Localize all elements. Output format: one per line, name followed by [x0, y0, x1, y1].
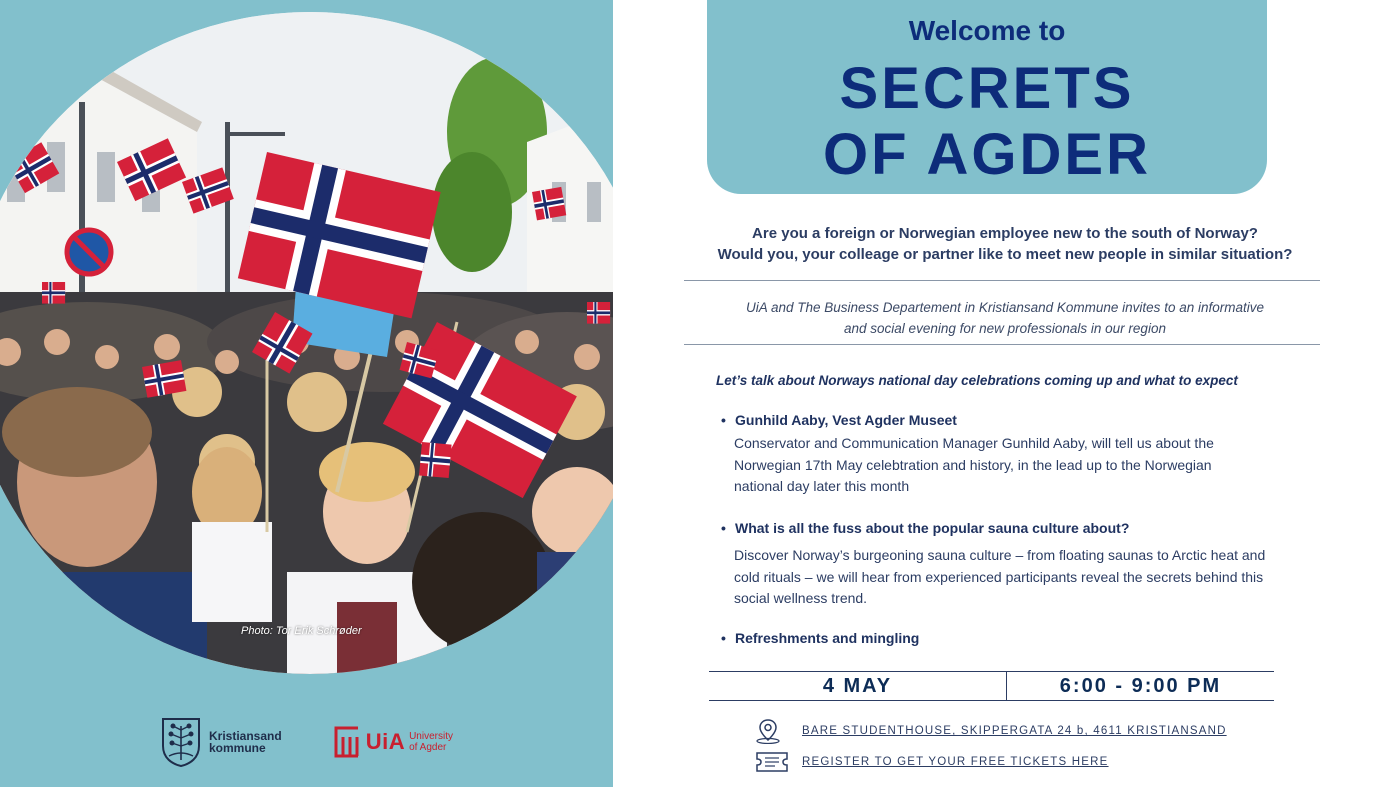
agenda-item-refreshments	[721, 630, 919, 646]
location-pin-icon	[755, 718, 789, 744]
event-title	[707, 56, 1267, 188]
agenda-item-speaker	[721, 412, 957, 428]
agenda-title: What is all the fuss about the popular sauna culture about?	[735, 520, 1130, 536]
agenda-desc-line: cold rituals – we will hear from experienced participants reveal the secrets behind this	[734, 568, 1264, 585]
welcome-text: Welcome to	[908, 15, 1066, 46]
event-title-line1: SECRETS	[839, 56, 1135, 121]
agenda-desc-line: Norwegian 17th May celebtration and history, in the lead up to the Norwegian	[734, 456, 1212, 473]
register-link[interactable]: REGISTER TO GET YOUR FREE TICKETS HERE	[802, 756, 1109, 768]
invite-line1: UiA and The Business Departement in Kristiansand Kommune invites to an informative	[745, 300, 1264, 315]
invitation-text	[690, 297, 1320, 339]
event-date: 4 MAY	[822, 675, 893, 697]
agenda-title: Refreshments and mingling	[735, 630, 920, 646]
agenda-desc-speaker	[734, 433, 1334, 498]
date-time-bar	[709, 671, 1274, 701]
agenda-desc-line: social wellness trend.	[734, 590, 868, 606]
register-row	[755, 749, 1109, 775]
uia-sub-line2: of Agder	[409, 742, 447, 753]
kristiansand-kommune-logo	[160, 716, 282, 768]
uia-mark-icon	[332, 725, 360, 759]
kommune-name-line1: Kristiansand	[209, 729, 282, 743]
uia-sub-line1: University	[409, 731, 453, 742]
divider-top	[684, 280, 1320, 281]
intro-line2: Would you, your colleage or partner like to meet new people in similar situation?	[717, 246, 1293, 263]
kommune-emblem-icon	[160, 716, 202, 768]
location-row	[755, 718, 1227, 744]
partner-logos	[160, 716, 453, 768]
agenda-desc-line: Conservator and Communication Manager Gunhild Aaby, will tell us about the	[734, 435, 1214, 451]
intro-line1: Are you a foreign or Norwegian employee new to the south of Norway?	[752, 225, 1258, 242]
uia-logo	[332, 725, 453, 759]
kommune-name-line2: kommune	[209, 741, 266, 755]
celebration-photo	[0, 12, 613, 674]
talk-heading: Let’s talk about Norways national day celebrations coming up and what to expect	[716, 373, 1238, 388]
agenda-title: Gunhild Aaby, Vest Agder Museet	[735, 412, 957, 428]
uia-name: UiA	[365, 729, 406, 754]
agenda-desc-sauna	[734, 545, 1334, 610]
location-link[interactable]: BARE STUDENTHOUSE, SKIPPERGATA 24 b, 4611 KRISTIANSAND	[802, 725, 1227, 737]
left-panel	[0, 0, 613, 787]
event-time: 6:00 - 9:00 PM	[1059, 675, 1222, 697]
agenda-item-sauna	[721, 520, 1129, 536]
event-title-line2: OF AGDER	[823, 122, 1151, 187]
agenda-desc-line: Discover Norway’s burgeoning sauna culture – from floating saunas to Arctic heat and	[734, 547, 1266, 563]
invite-line2: and social evening for new professionals in our region	[844, 321, 1166, 336]
photo-credit: Photo: Tor Erik Schrøder	[241, 625, 362, 637]
agenda-desc-line: national day later this month	[734, 478, 910, 494]
title-banner	[707, 0, 1267, 194]
intro-question	[690, 223, 1320, 265]
ticket-icon	[755, 749, 789, 775]
divider-bottom	[684, 344, 1320, 345]
